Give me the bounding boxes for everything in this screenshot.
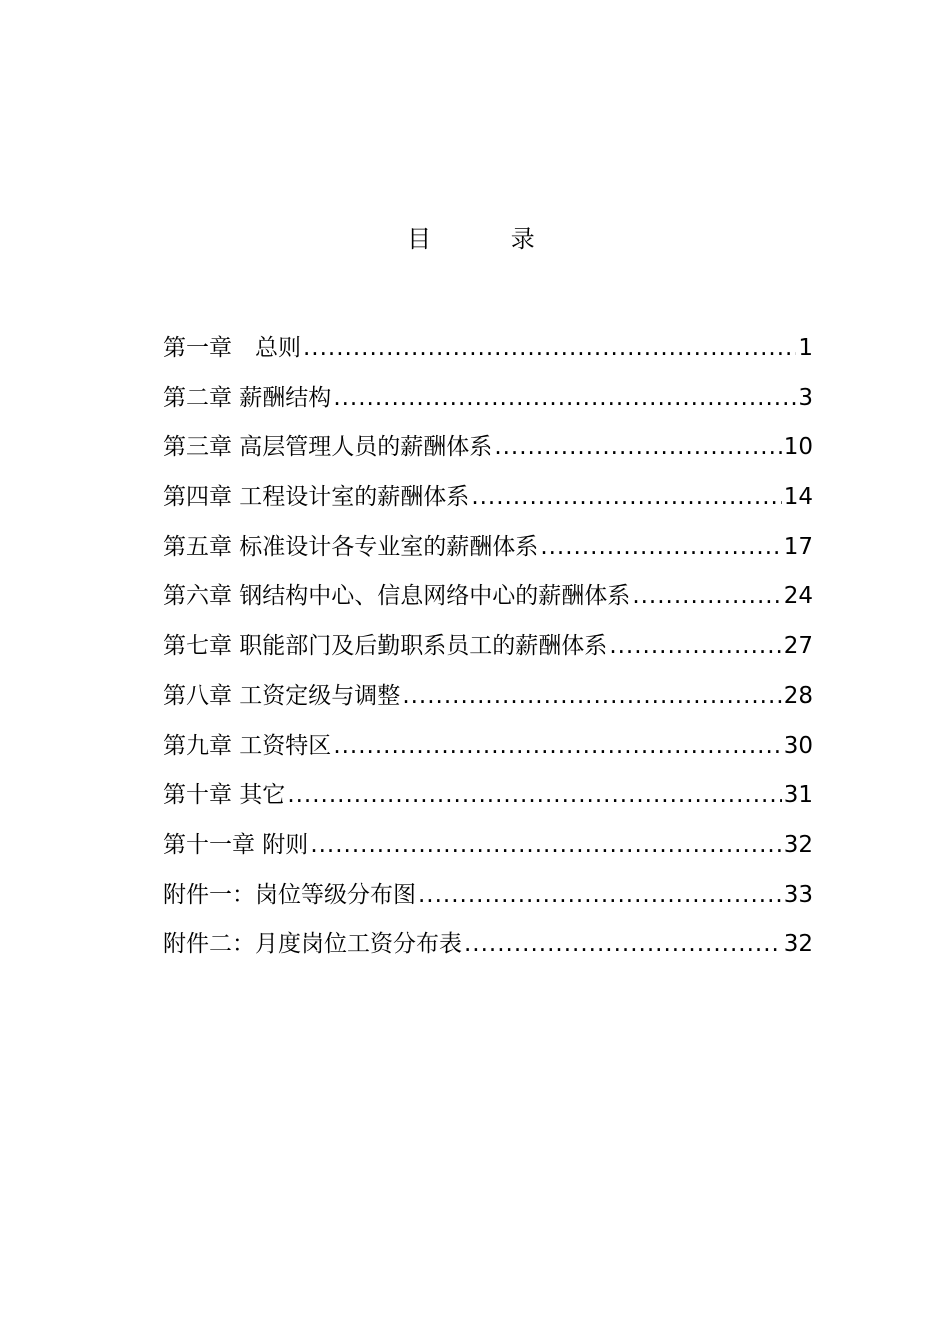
toc-entry[interactable] — [163, 628, 813, 678]
toc-entry-label: 第六章 钢结构中心、信息网络中心的薪酬体系 — [163, 583, 631, 610]
toc-entry-page-number: 10 — [783, 434, 813, 461]
toc-entry-page-number: 32 — [783, 831, 813, 858]
toc-entry-page-number: 1 — [798, 335, 813, 361]
toc-entry-page-number: 14 — [783, 484, 813, 511]
toc-entry-label: 第九章 工资特区 — [163, 732, 332, 759]
toc-entry-label: 第十章 其它 — [163, 782, 286, 809]
toc-dot-leader — [471, 479, 781, 515]
toc-entry-label: 第三章 高层管理人员的薪酬体系 — [163, 434, 493, 461]
toc-entry-label: 第二章 薪酬结构 — [163, 384, 332, 411]
toc-dot-leader — [287, 777, 781, 813]
toc-entry[interactable] — [163, 678, 813, 728]
toc-dot-leader — [540, 529, 781, 565]
toc-entry[interactable] — [163, 926, 813, 976]
toc-entry-page-number: 27 — [783, 633, 813, 660]
toc-dot-leader — [418, 877, 782, 913]
toc-dot-leader — [333, 728, 781, 764]
toc-entry-page-number: 32 — [783, 931, 813, 958]
toc-entry[interactable] — [163, 728, 813, 778]
toc-entry[interactable] — [163, 777, 813, 827]
toc-dot-leader — [333, 380, 796, 416]
toc-entry[interactable] — [163, 479, 813, 529]
toc-dot-leader — [632, 578, 781, 614]
toc-entry-label: 第五章 标准设计各专业室的薪酬体系 — [163, 533, 539, 560]
toc-entry[interactable] — [163, 529, 813, 579]
toc-entry-page-number: 28 — [783, 682, 813, 709]
table-of-contents — [163, 330, 813, 976]
toc-dot-leader — [303, 330, 796, 366]
toc-dot-leader — [464, 926, 782, 962]
toc-entry-label: 附件一：岗位等级分布图 — [163, 881, 416, 908]
toc-entry-page-number: 30 — [783, 732, 813, 759]
toc-entry-label: 第七章 职能部门及后勤职系员工的薪酬体系 — [163, 633, 608, 660]
toc-dot-leader — [494, 429, 781, 465]
toc-title: 目 录 — [407, 225, 571, 253]
toc-entry[interactable] — [163, 877, 813, 927]
toc-entry-label: 第十一章 附则 — [163, 831, 309, 858]
toc-entry-label: 附件二：月度岗位工资分布表 — [163, 931, 462, 958]
toc-dot-leader — [402, 678, 781, 714]
toc-entry-page-number: 3 — [798, 384, 813, 411]
toc-entry-label: 第四章 工程设计室的薪酬体系 — [163, 484, 470, 511]
toc-entry-label: 第一章 总则 — [163, 335, 301, 361]
toc-entry[interactable] — [163, 827, 813, 877]
toc-entry-label: 第八章 工资定级与调整 — [163, 682, 401, 709]
toc-entry[interactable] — [163, 380, 813, 430]
toc-entry[interactable] — [163, 330, 813, 380]
toc-entry-page-number: 33 — [783, 881, 813, 908]
toc-entry-page-number: 31 — [783, 782, 813, 809]
toc-dot-leader — [310, 827, 781, 863]
toc-entry-page-number: 17 — [783, 533, 813, 560]
toc-entry[interactable] — [163, 429, 813, 479]
toc-entry[interactable] — [163, 578, 813, 628]
toc-entry-page-number: 24 — [783, 583, 813, 610]
toc-dot-leader — [609, 628, 781, 664]
